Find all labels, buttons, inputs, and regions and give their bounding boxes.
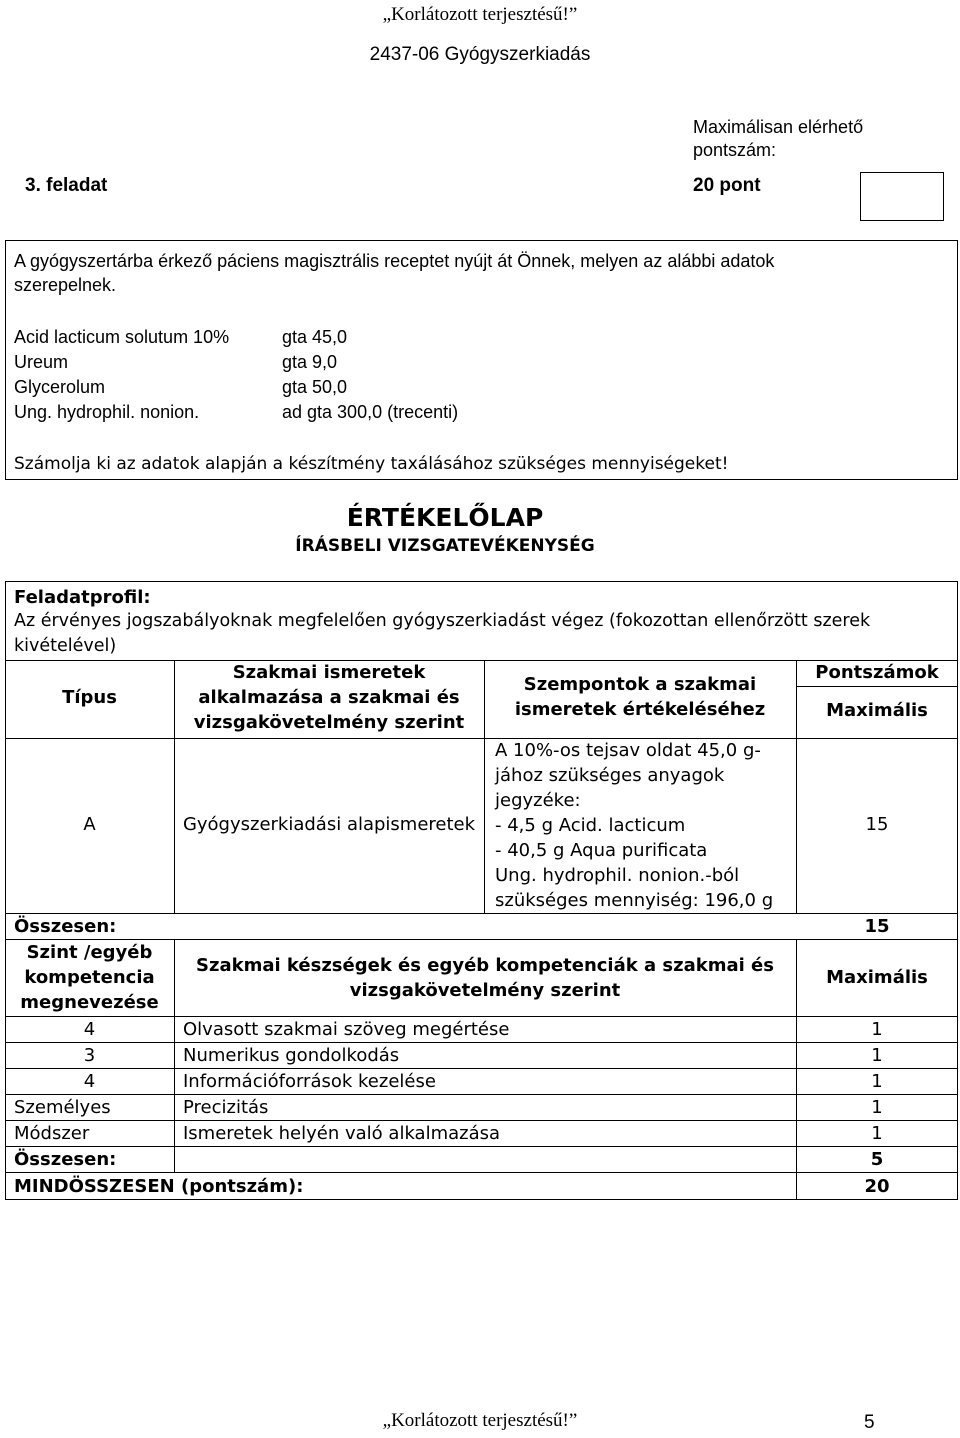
table-row-level: 3 [83,1045,96,1066]
table-row-level: 4 [83,1071,96,1092]
sheet-title: ÉRTÉKELŐLAP [346,503,544,532]
profile-label: Feladatprofil: [14,587,151,608]
row-criteria-line: - 40,5 g Aqua purificata [495,840,708,861]
table-row-max: 1 [871,1019,883,1040]
table-row-skill: Precizitás [183,1097,269,1118]
table-row-level: 4 [83,1019,96,1040]
col-header-level: kompetencia [24,967,155,988]
table-row-skill: Ismeretek helyén való alkalmazása [183,1123,501,1144]
max-score-label-line1: Maximálisan elérhető [693,117,864,137]
grand-total-label: MINDÖSSZESEN (pontszám): [14,1176,304,1197]
task-box [5,240,958,480]
row-criteria-line: A 10%-os tejsav oldat 45,0 g- [495,740,761,761]
col-header-knowledge: Szakmai ismeretek [232,662,426,683]
col-header-points: Pontszámok [815,662,939,683]
table-rule [5,1172,958,1173]
task-points: 20 pont [693,175,761,196]
table-row-skill: Olvasott szakmai szöveg megértése [183,1019,510,1040]
recipe-item-name: Glycerolum [14,377,106,397]
subtotal-label: Összesen: [14,1149,117,1170]
row-type: A [83,814,96,835]
sheet-subtitle: ÍRÁSBELI VIZSGATEVÉKENYSÉG [295,536,595,556]
col-header-skill: Szakmai készségek és egyéb kompetenciák a szakmai és [196,955,774,976]
header-subject: 2437-06 Gyógyszerkiadás [369,44,591,65]
page-number: 5 [864,1412,875,1433]
table-row-skill: Információforrások kezelése [183,1071,436,1092]
task-intro-line2: szerepelnek. [14,275,117,295]
footer-restricted: „Korlátozott terjesztésű!” [382,1410,578,1431]
task-title: 3. feladat [25,175,108,196]
row-criteria-line: szükséges mennyiség: 196,0 g [495,890,774,911]
col-header-skill: vizsgakövetelmény szerint [349,980,621,1001]
col-header-criteria: ismeretek értékeléséhez [514,699,766,720]
recipe-item-name: Acid lacticum solutum 10% [14,327,230,347]
row-criteria-line: jegyzéke: [495,790,581,811]
subtotal-value: 5 [870,1149,884,1170]
table-row-max: 1 [871,1045,883,1066]
col-header-knowledge: vizsgakövetelmény szerint [193,712,465,733]
recipe-item-name: Ureum [14,352,69,372]
max-score-label-line2: pontszám: [693,140,777,160]
profile-line2: kivételével) [14,636,117,656]
table-row-max: 1 [871,1071,883,1092]
recipe-item-qty: ad gta 300,0 (trecenti) [282,402,459,422]
grand-total-value: 20 [864,1176,890,1197]
table-rule [796,686,958,687]
row-criteria-line: jához szükséges anyagok [495,765,725,786]
row-criteria-line: Ung. hydrophil. nonion.-ból [495,865,740,886]
table-rule [5,738,958,739]
recipe-item-qty: gta 50,0 [282,377,348,397]
task-intro-line1: A gyógyszertárba érkező páciens magisztrális receptet nyújt át Önnek, melyen az alábbi adatok [14,251,775,271]
col-header-knowledge: alkalmazása a szakmai és [198,687,460,708]
total-label: Összesen: [14,916,117,937]
col-header-level: Szint /egyéb [26,942,153,963]
total-value: 15 [864,916,890,937]
recipe-item-name: Ung. hydrophil. nonion. [14,402,200,422]
col-header-level: megnevezése [20,992,159,1013]
recipe-item-qty: gta 9,0 [282,352,338,372]
row-max-points: 15 [865,814,889,835]
col-header-type: Típus [62,687,117,708]
score-input-box[interactable] [860,172,944,221]
task-instruction: Számolja ki az adatok alapján a készítmény taxálásához szükséges mennyiségeket! [14,454,729,474]
table-row-skill: Numerikus gondolkodás [183,1045,400,1066]
table-row-level: Módszer [14,1123,90,1144]
col-header-max: Maximális [826,700,928,721]
col-header-max: Maximális [826,967,928,988]
header-restricted: „Korlátozott terjesztésű!” [382,4,578,25]
recipe-item-qty: gta 45,0 [282,327,348,347]
profile-line1: Az érvényes jogszabályoknak megfelelően gyógyszerkiadást végez (fokozottan ellenőrzött szerek [14,611,871,631]
col-header-criteria: Szempontok a szakmai [523,674,757,695]
table-row-max: 1 [871,1097,883,1118]
row-criteria-line: - 4,5 g Acid. lacticum [495,815,686,836]
row-knowledge: Gyógyszerkiadási alapismeretek [182,814,476,835]
table-row-level: Személyes [14,1097,111,1118]
table-row-max: 1 [871,1123,883,1144]
